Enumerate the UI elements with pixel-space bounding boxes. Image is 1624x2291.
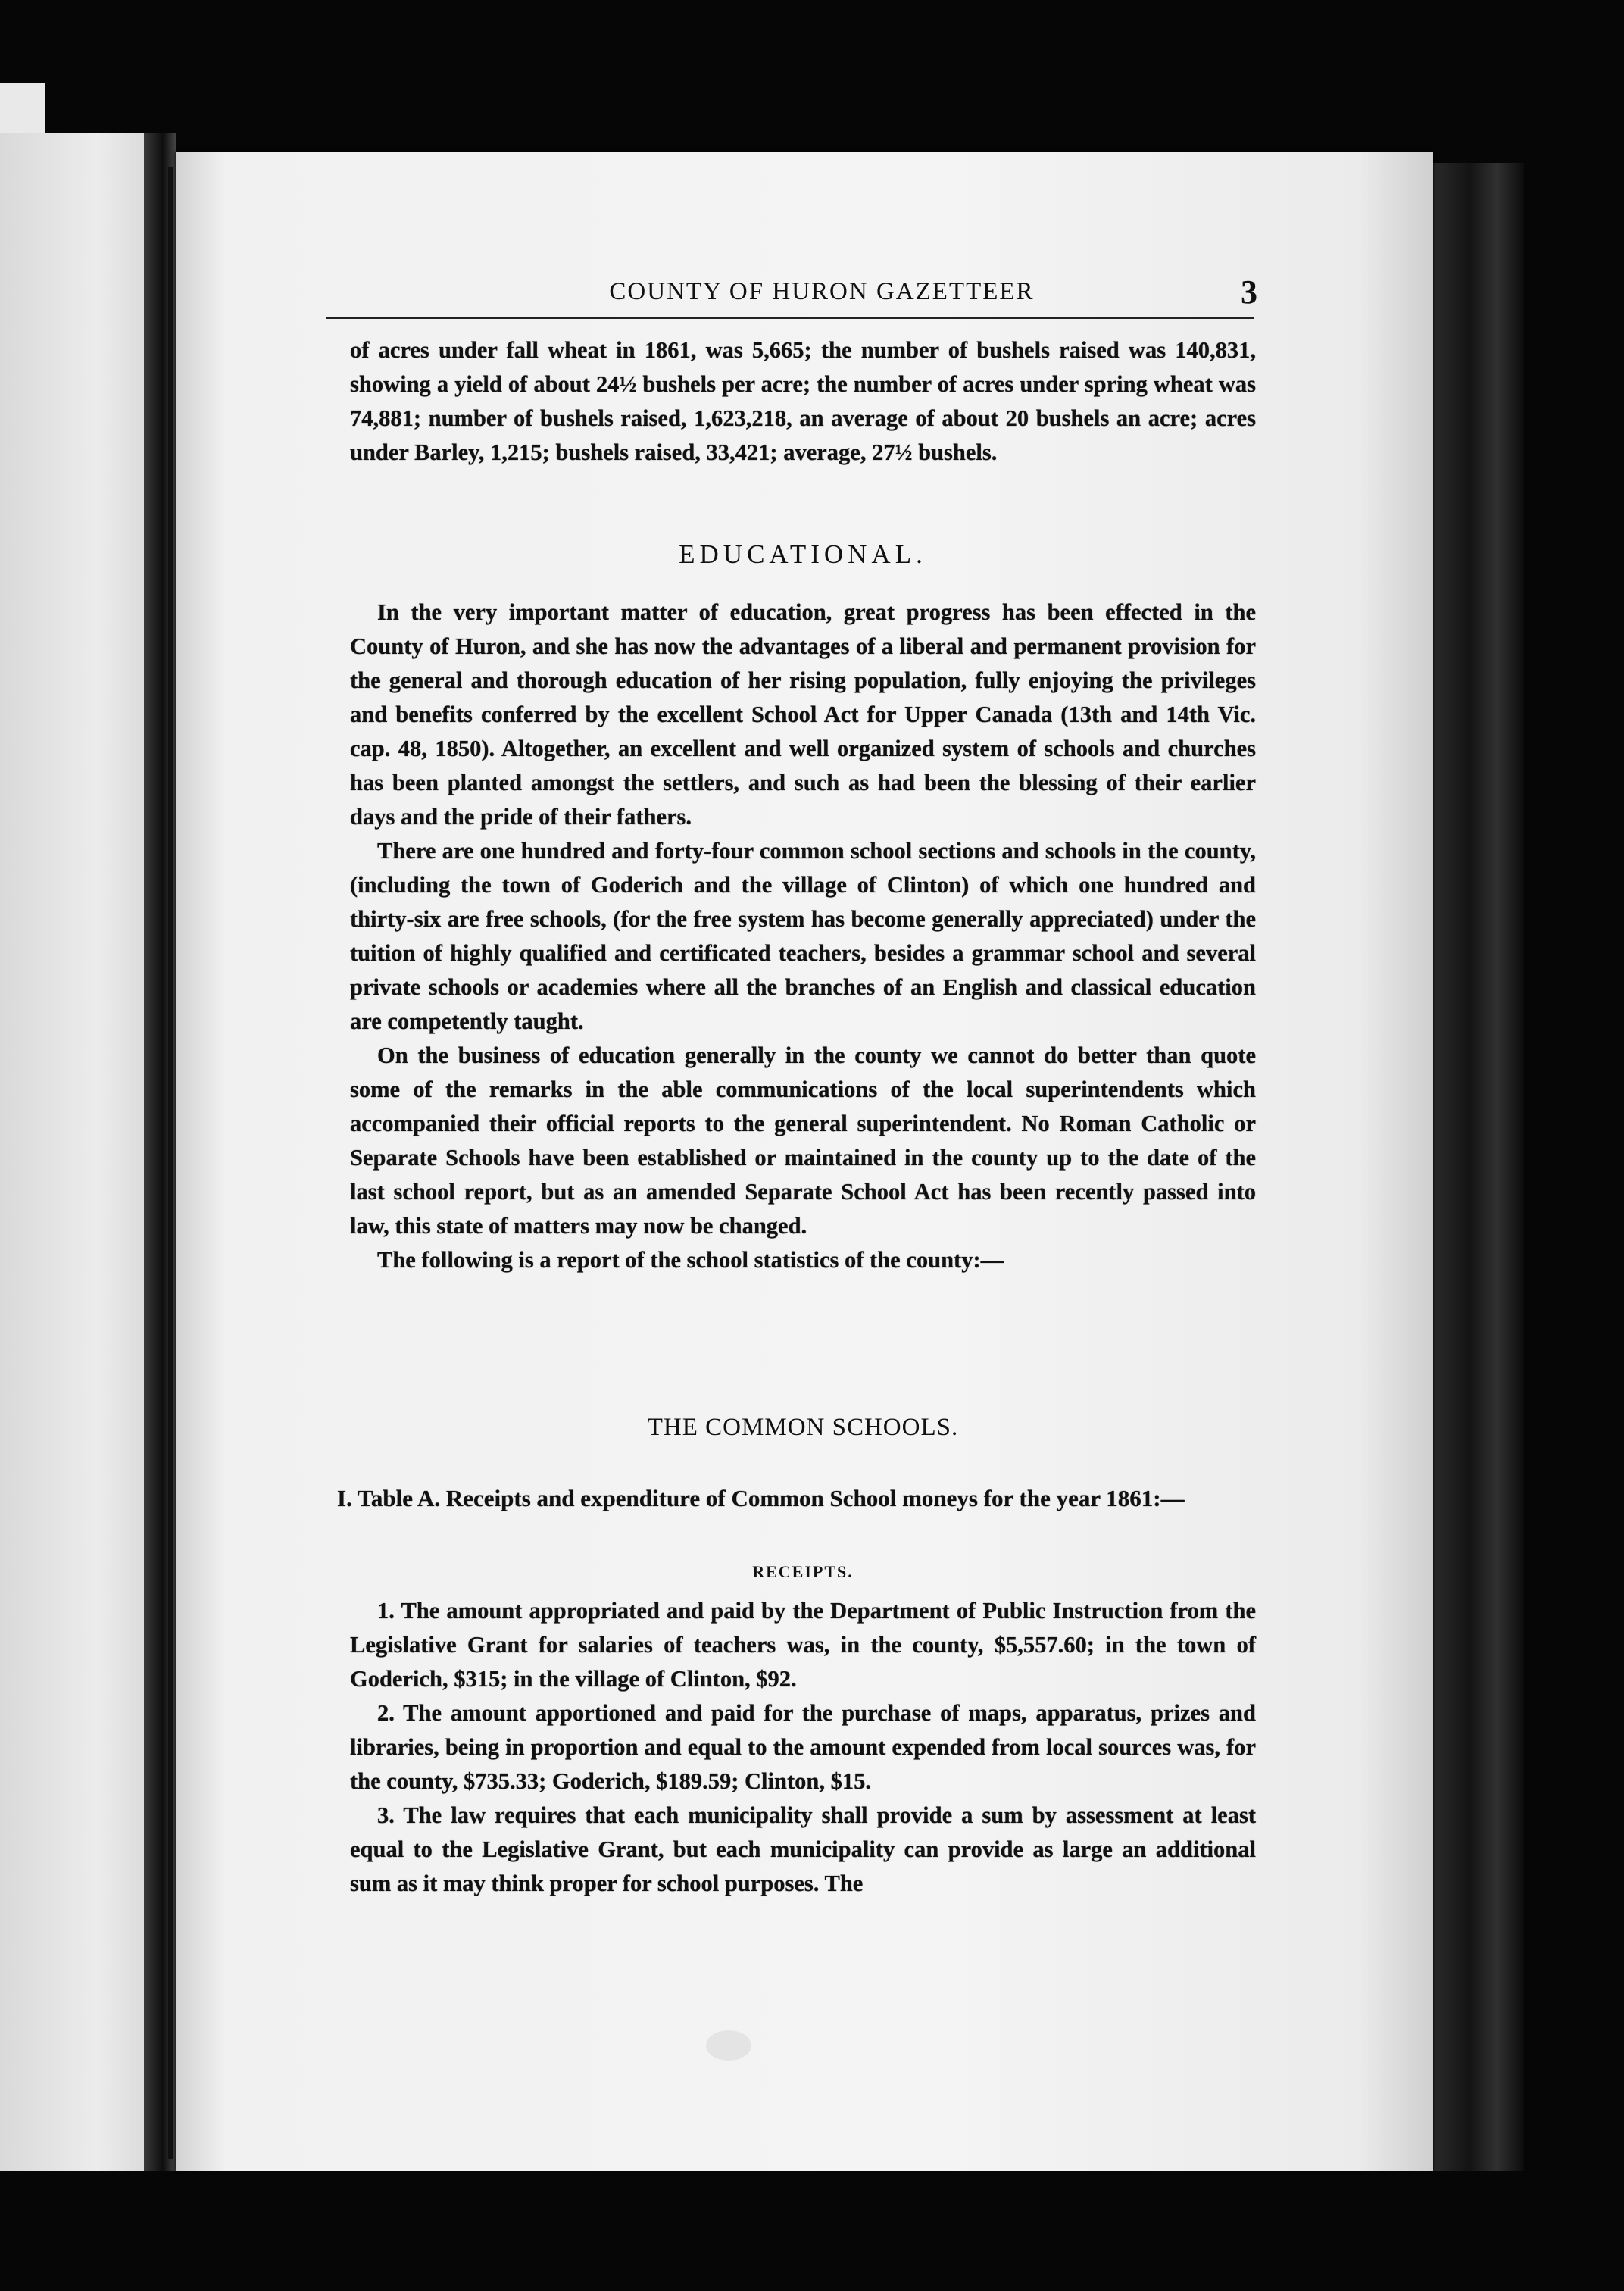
educational-paragraph: In the very important matter of education, great progress has been effected in the County of Huron, and she has now the advantages of a liberal and permanent provision for the general and thorough education of her rising population, fully enjoying the privileges and benefits conferred by the excellent School Act for Upper Canada (13th and 14th Vic. cap. 48, 1850). Altogether, an excellent and well organized system of schools and churches has been planted amongst the settlers, and such as had been the blessing of their earlier days and the pride of their fathers. — [350, 599, 1256, 830]
receipt-item: 3. The law requires that each municipality shall provide a sum by assessment at least equal to the Legislative Grant, but each municipality can provide as large an additional sum as it may think proper for school purposes. The — [350, 1802, 1256, 1896]
gutter-shadow — [168, 167, 173, 2159]
facing-page — [0, 133, 163, 2171]
receipts-heading: RECEIPTS. — [752, 1562, 854, 1581]
table-a-caption — [337, 1481, 1254, 1515]
opening-paragraph-block — [350, 333, 1256, 470]
page-number: 3 — [1241, 273, 1257, 311]
page-smudge — [706, 2030, 751, 2061]
educational-paragraph: The following is a report of the school statistics of the county:— — [377, 1247, 1004, 1273]
header-rule — [326, 317, 1254, 319]
educational-body — [350, 595, 1256, 1277]
common-schools-heading: THE COMMON SCHOOLS. — [647, 1414, 959, 1441]
educational-paragraph: There are one hundred and forty-four common school sections and schools in the county, (including the town of Goderich and the village of Clinton) of which one hundred and thirty-six are free schools, (for the free system has become generally appreciated) under the tuition of highly qualified and certificated teachers, besides a grammar school and several private schools or academies where all the branches of an English and classical education are competently taught. — [350, 838, 1256, 1034]
opening-paragraph: of acres under fall wheat in 1861, was 5,665; the number of bushels raised was 140,831, showing a yield of about 24½ bushels per acre; the number of acres under spring wheat was 74,881; number of bushels raised, 1,623,218, an average of about 20 bushels an acre; acres under Barley, 1,215; bushels raised, 33,421; average, 27½ bushels. — [350, 337, 1256, 465]
receipt-item: 2. The amount apportioned and paid for the purchase of maps, apparatus, prizes and libraries, being in proportion and equal to the amount expended from local sources was, for the county, $735.33; Goderich, $189.59; Clinton, $15. — [350, 1700, 1256, 1794]
book-fore-edge — [1433, 163, 1524, 2171]
running-head: COUNTY OF HURON GAZETTEER — [609, 278, 1035, 305]
table-a-text: I. Table A. Receipts and expenditure of Common School moneys for the year 1861:— — [337, 1485, 1185, 1511]
receipts-items — [350, 1594, 1256, 1901]
educational-paragraph: On the business of education generally in the county we cannot do better than quote some of the remarks in the able communications of the local superintendents which accompanied their official reports to the general superintendent. No Roman Catholic or Separate Schools have been established or maintained in the county up to the date of the last school report, but as an amended Separate School Act has been recently passed into law, this state of matters may now be changed. — [350, 1042, 1256, 1239]
educational-heading: EDUCATIONAL. — [679, 539, 927, 569]
scan-edge-fragment — [0, 83, 45, 136]
receipt-item: 1. The amount appropriated and paid by the Department of Public Instruction from the Legislative Grant for salaries of teachers was, in the county, $5,557.60; in the town of Goderich, $315; in the village of Clinton, $92. — [350, 1598, 1256, 1692]
